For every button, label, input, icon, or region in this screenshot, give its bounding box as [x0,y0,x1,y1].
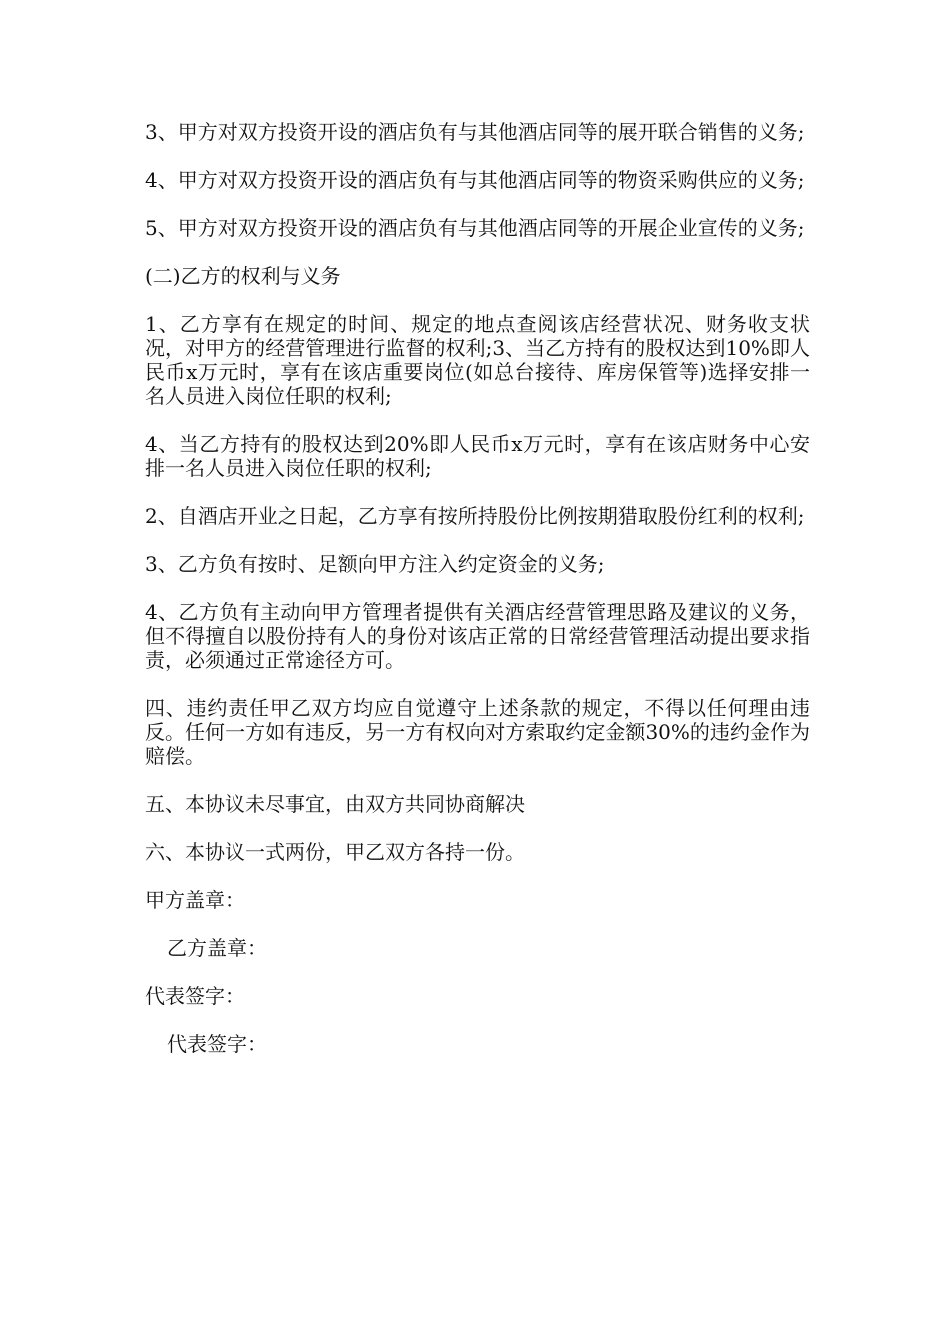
section-copies: 六、本协议一式两份，甲乙双方各持一份。 [145,840,525,864]
party-b-seal-label: 乙方盖章： [167,936,267,960]
section-breach-liability: 四、违约责任甲乙双方均应自觉遵守上述条款的规定，不得以任何理由违反。任何一方如有违反，另一方有权向对方索取约定金额30%的违约金作为赔偿。 [145,696,810,768]
section-heading-party-b: (二)乙方的权利与义务 [145,264,341,288]
document-page [145,120,810,1080]
clause-party-b-finance-position: 4、当乙方持有的股权达到20%即人民币x万元时，享有在该店财务中心安排一名人员进入岗位任职的权利; [145,432,810,480]
clause-party-b-inspection-rights: 1、乙方享有在规定的时间、规定的地点查阅该店经营状况、财务收支状况，对甲方的经营管理进行监督的权利;3、当乙方持有的股权达到10%即人民币x万元时，享有在该店重要岗位(如总台接待、库房保管等)选择安排一名人员进入岗位任职的权利; [145,312,810,408]
clause-party-a-procurement: 4、甲方对双方投资开设的酒店负有与其他酒店同等的物资采购供应的义务; [145,168,805,192]
section-unresolved-matters: 五、本协议未尽事宜，由双方共同协商解决 [145,792,525,816]
clause-party-b-dividends: 2、自酒店开业之日起，乙方享有按所持股份比例按期猎取股份红利的权利; [145,504,805,528]
clause-party-a-joint-sales: 3、甲方对双方投资开设的酒店负有与其他酒店同等的展开联合销售的义务; [145,120,805,144]
party-a-representative-label: 代表签字： [145,984,245,1008]
clause-party-a-publicity: 5、甲方对双方投资开设的酒店负有与其他酒店同等的开展企业宣传的义务; [145,216,805,240]
party-b-representative-label: 代表签字： [167,1032,267,1056]
clause-party-b-funding-duty: 3、乙方负有按时、足额向甲方注入约定资金的义务; [145,552,605,576]
party-a-seal-label: 甲方盖章： [145,888,245,912]
clause-party-b-advice-duty: 4、乙方负有主动向甲方管理者提供有关酒店经营管理思路及建议的义务，但不得擅自以股份持有人的身份对该店正常的日常经营管理活动提出要求指责，必须通过正常途径方可。 [145,600,810,672]
